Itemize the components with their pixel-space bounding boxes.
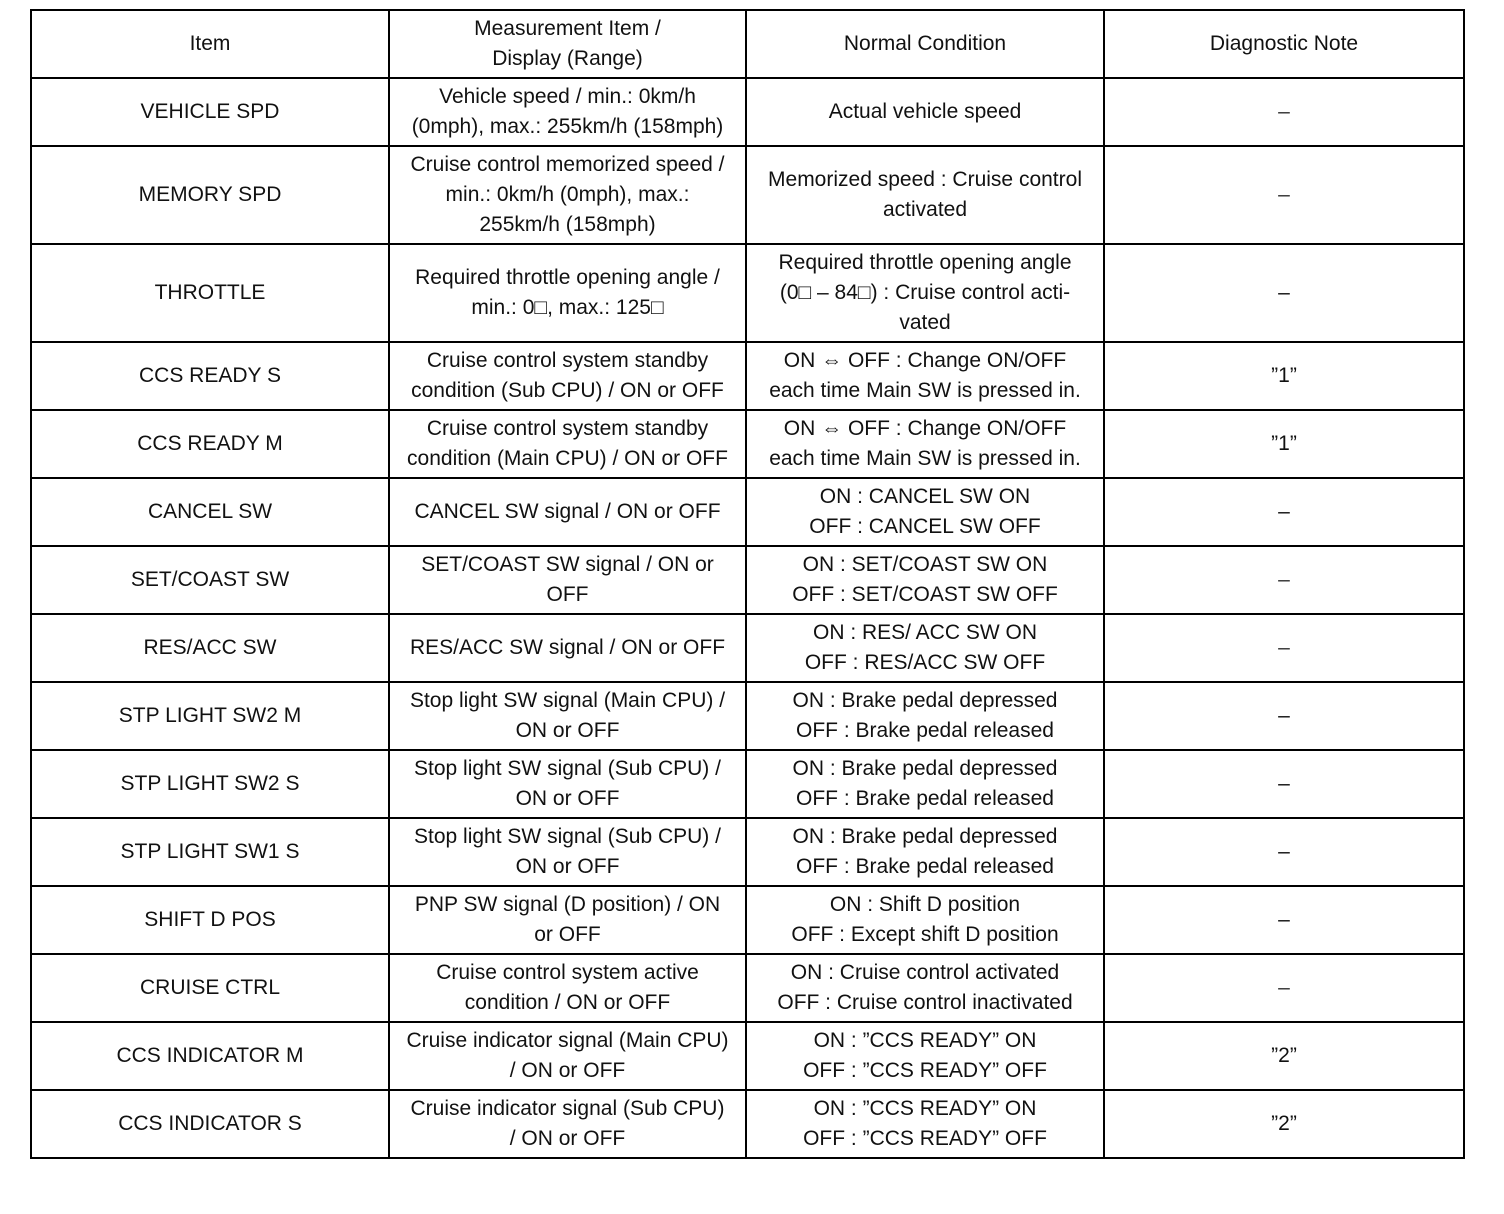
table-row: [31, 478, 1464, 546]
cell-measurement: Required throttle opening angle / min.: 0□, max.: 125□: [389, 244, 746, 342]
cell-measurement: Cruise indicator signal (Sub CPU) / ON or OFF: [389, 1090, 746, 1158]
cell-measurement: Stop light SW signal (Sub CPU) / ON or OFF: [389, 818, 746, 886]
cell-diagnostic-note: –: [1104, 478, 1464, 546]
cell-diagnostic-note: –: [1104, 818, 1464, 886]
cell-measurement: SET/COAST SW signal / ON or OFF: [389, 546, 746, 614]
cell-item: CCS INDICATOR M: [31, 1022, 389, 1090]
header-normal-condition: Normal Condition: [746, 10, 1104, 78]
data-monitor-table: [30, 9, 1465, 1159]
cell-diagnostic-note: –: [1104, 750, 1464, 818]
cell-item: VEHICLE SPD: [31, 78, 389, 146]
cell-measurement: PNP SW signal (D position) / ON or OFF: [389, 886, 746, 954]
cell-diagnostic-note: –: [1104, 146, 1464, 244]
table-row: [31, 546, 1464, 614]
cell-normal-condition: ON : SET/COAST SW ON OFF : SET/COAST SW OFF: [746, 546, 1104, 614]
cell-normal-condition: Required throttle opening angle (0□ – 84□) : Cruise control acti- vated: [746, 244, 1104, 342]
cell-measurement: Cruise indicator signal (Main CPU) / ON or OFF: [389, 1022, 746, 1090]
cell-measurement: Cruise control system standby condition (Sub CPU) / ON or OFF: [389, 342, 746, 410]
cell-diagnostic-note: ”1”: [1104, 342, 1464, 410]
table-row: [31, 954, 1464, 1022]
table-row: [31, 750, 1464, 818]
cell-normal-condition: ON ⇔ OFF : Change ON/OFF each time Main SW is pressed in.: [746, 342, 1104, 410]
cell-item: THROTTLE: [31, 244, 389, 342]
cell-normal-condition: ON : Brake pedal depressed OFF : Brake pedal released: [746, 682, 1104, 750]
cell-item: CCS INDICATOR S: [31, 1090, 389, 1158]
cell-item: MEMORY SPD: [31, 146, 389, 244]
cell-diagnostic-note: –: [1104, 244, 1464, 342]
cell-normal-condition: ON : Brake pedal depressed OFF : Brake pedal released: [746, 750, 1104, 818]
cell-normal-condition: ON : Cruise control activated OFF : Cruise control inactivated: [746, 954, 1104, 1022]
cell-item: SHIFT D POS: [31, 886, 389, 954]
cell-diagnostic-note: –: [1104, 886, 1464, 954]
cell-item: STP LIGHT SW2 S: [31, 750, 389, 818]
cell-normal-condition: ON : ”CCS READY” ON OFF : ”CCS READY” OFF: [746, 1022, 1104, 1090]
cell-item: CCS READY M: [31, 410, 389, 478]
cell-item: STP LIGHT SW1 S: [31, 818, 389, 886]
cell-measurement: RES/ACC SW signal / ON or OFF: [389, 614, 746, 682]
table-row: [31, 1022, 1464, 1090]
cell-normal-condition: ON : Brake pedal depressed OFF : Brake pedal released: [746, 818, 1104, 886]
cell-measurement: Cruise control memorized speed / min.: 0km/h (0mph), max.: 255km/h (158mph): [389, 146, 746, 244]
cell-normal-condition: Memorized speed : Cruise control activated: [746, 146, 1104, 244]
cell-diagnostic-note: –: [1104, 546, 1464, 614]
table-row: [31, 818, 1464, 886]
cell-measurement: Cruise control system active condition / ON or OFF: [389, 954, 746, 1022]
cell-item: CANCEL SW: [31, 478, 389, 546]
header-item: Item: [31, 10, 389, 78]
cell-measurement: CANCEL SW signal / ON or OFF: [389, 478, 746, 546]
table-row: [31, 410, 1464, 478]
cell-diagnostic-note: –: [1104, 954, 1464, 1022]
table-row: [31, 1090, 1464, 1158]
table-row: [31, 146, 1464, 244]
cell-item: STP LIGHT SW2 M: [31, 682, 389, 750]
cell-item: CRUISE CTRL: [31, 954, 389, 1022]
table-row: [31, 886, 1464, 954]
cell-diagnostic-note: ”1”: [1104, 410, 1464, 478]
cell-measurement: Cruise control system standby condition (Main CPU) / ON or OFF: [389, 410, 746, 478]
cell-normal-condition: ON : RES/ ACC SW ON OFF : RES/ACC SW OFF: [746, 614, 1104, 682]
cell-normal-condition: ON ⇔ OFF : Change ON/OFF each time Main SW is pressed in.: [746, 410, 1104, 478]
cell-item: CCS READY S: [31, 342, 389, 410]
cell-normal-condition: ON : Shift D position OFF : Except shift D position: [746, 886, 1104, 954]
table-row: [31, 682, 1464, 750]
cell-normal-condition: Actual vehicle speed: [746, 78, 1104, 146]
cell-item: RES/ACC SW: [31, 614, 389, 682]
cell-diagnostic-note: ”2”: [1104, 1022, 1464, 1090]
cell-measurement: Stop light SW signal (Main CPU) / ON or OFF: [389, 682, 746, 750]
cell-diagnostic-note: –: [1104, 682, 1464, 750]
cell-normal-condition: ON : ”CCS READY” ON OFF : ”CCS READY” OFF: [746, 1090, 1104, 1158]
table-row: [31, 78, 1464, 146]
header-measurement: Measurement Item / Display (Range): [389, 10, 746, 78]
cell-diagnostic-note: ”2”: [1104, 1090, 1464, 1158]
table-row: [31, 342, 1464, 410]
cell-item: SET/COAST SW: [31, 546, 389, 614]
cell-measurement: Stop light SW signal (Sub CPU) / ON or OFF: [389, 750, 746, 818]
cell-measurement: Vehicle speed / min.: 0km/h (0mph), max.: 255km/h (158mph): [389, 78, 746, 146]
cell-diagnostic-note: –: [1104, 78, 1464, 146]
table-row: [31, 244, 1464, 342]
table-header-row: [31, 10, 1464, 78]
header-diagnostic-note: Diagnostic Note: [1104, 10, 1464, 78]
table-row: [31, 614, 1464, 682]
cell-diagnostic-note: –: [1104, 614, 1464, 682]
cell-normal-condition: ON : CANCEL SW ON OFF : CANCEL SW OFF: [746, 478, 1104, 546]
